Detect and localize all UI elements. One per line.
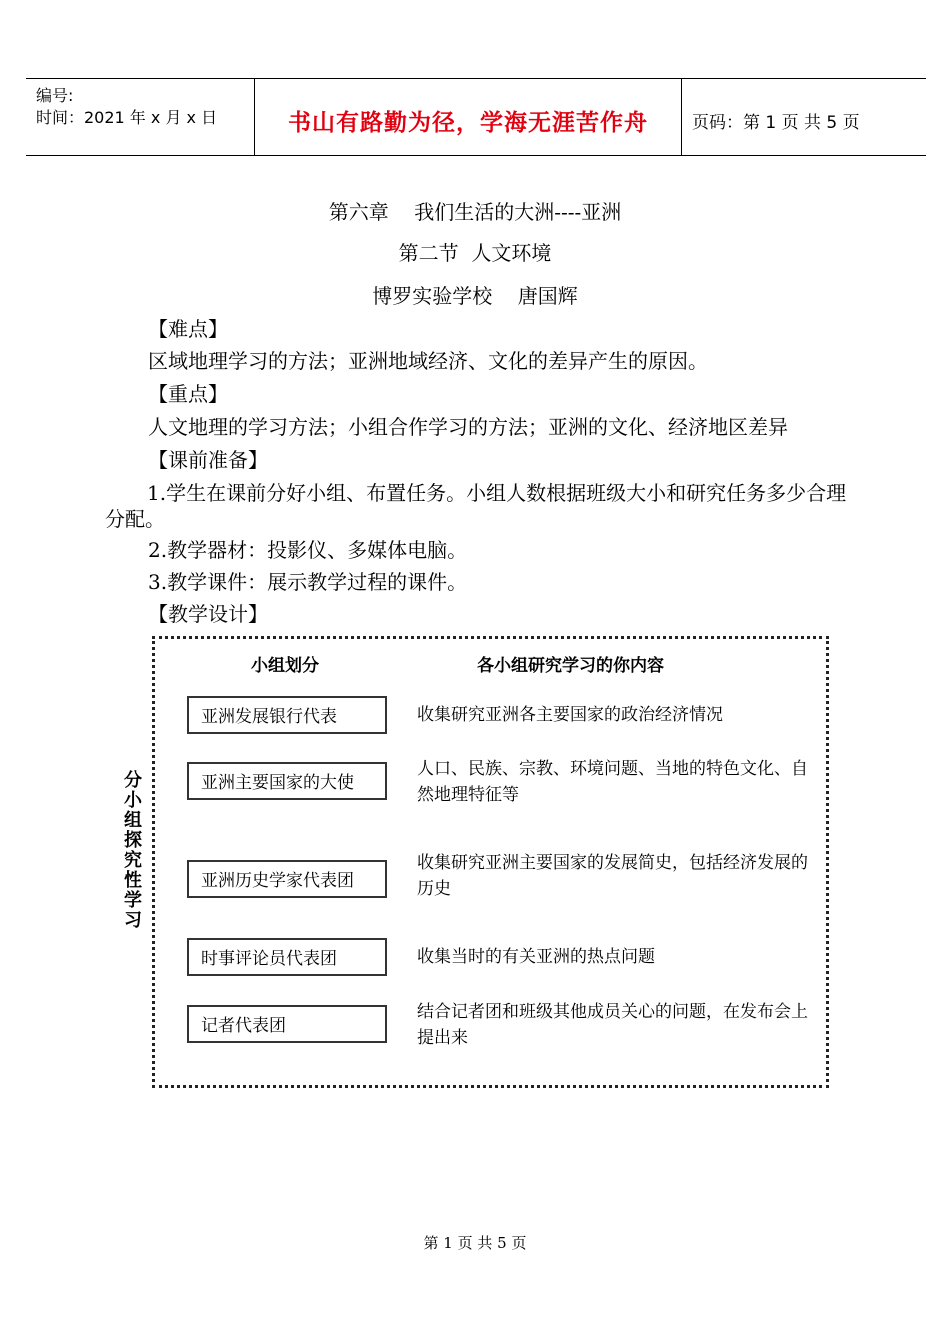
group-box: 亚洲发展银行代表 xyxy=(187,696,387,734)
group-box: 亚洲历史学家代表团 xyxy=(187,860,387,898)
diagram-side-label: 分小组探究性学习 xyxy=(121,770,142,930)
group-content: 收集当时的有关亚洲的热点问题 xyxy=(417,947,655,967)
page-header xyxy=(26,78,926,156)
prep-item-1: 1.学生在课前分好小组、布置任务。小组人数根据班级大小和研究任务多少合理分配。 xyxy=(105,481,847,531)
chapter-title: 第六章 我们生活的大洲----亚洲 xyxy=(328,200,622,224)
header-motto-cell xyxy=(255,79,682,155)
key-text: 人文地理的学习方法；小组合作学习的方法；亚洲的文化、经济地区差异 xyxy=(148,415,788,439)
group-box: 亚洲主要国家的大使 xyxy=(187,762,387,800)
section-title: 第二节 人文环境 xyxy=(398,241,552,265)
time-label: 时间：2021 年 x 月 x 日 xyxy=(36,108,218,127)
column-header-content: 各小组研究学习的你内容 xyxy=(477,656,664,676)
group-content: 人口、民族、宗教、环境问题、当地的特色文化、自然地理特征等 xyxy=(417,759,808,805)
key-heading: 【重点】 xyxy=(148,382,228,406)
page-footer: 第 1 页 共 5 页 xyxy=(423,1234,527,1252)
group-content: 收集研究亚洲主要国家的发展简史，包括经济发展的历史 xyxy=(417,853,808,899)
prep-heading: 【课前准备】 xyxy=(148,448,268,472)
header-page-cell xyxy=(682,79,926,155)
motto: 书山有路勤为径，学海无涯苦作舟 xyxy=(288,110,648,136)
group-box: 时事评论员代表团 xyxy=(187,938,387,976)
page-info: 页码：第 1 页 共 5 页 xyxy=(692,113,860,133)
design-heading: 【教学设计】 xyxy=(148,602,268,626)
difficulty-text: 区域地理学习的方法；亚洲地域经济、文化的差异产生的原因。 xyxy=(148,349,708,373)
author-line: 博罗实验学校 唐国辉 xyxy=(372,284,578,308)
number-label: 编号: xyxy=(36,86,74,105)
group-content: 收集研究亚洲各主要国家的政治经济情况 xyxy=(417,705,723,725)
group-content: 结合记者团和班级其他成员关心的问题，在发布会上提出来 xyxy=(417,1002,808,1048)
prep-item-3: 3.教学课件：展示教学过程的课件。 xyxy=(148,570,468,594)
group-box: 记者代表团 xyxy=(187,1005,387,1043)
column-header-group: 小组划分 xyxy=(251,656,319,676)
difficulty-heading: 【难点】 xyxy=(148,317,228,341)
header-meta xyxy=(26,79,255,155)
group-diagram xyxy=(152,636,829,1088)
prep-item-2: 2.教学器材：投影仪、多媒体电脑。 xyxy=(148,538,468,562)
